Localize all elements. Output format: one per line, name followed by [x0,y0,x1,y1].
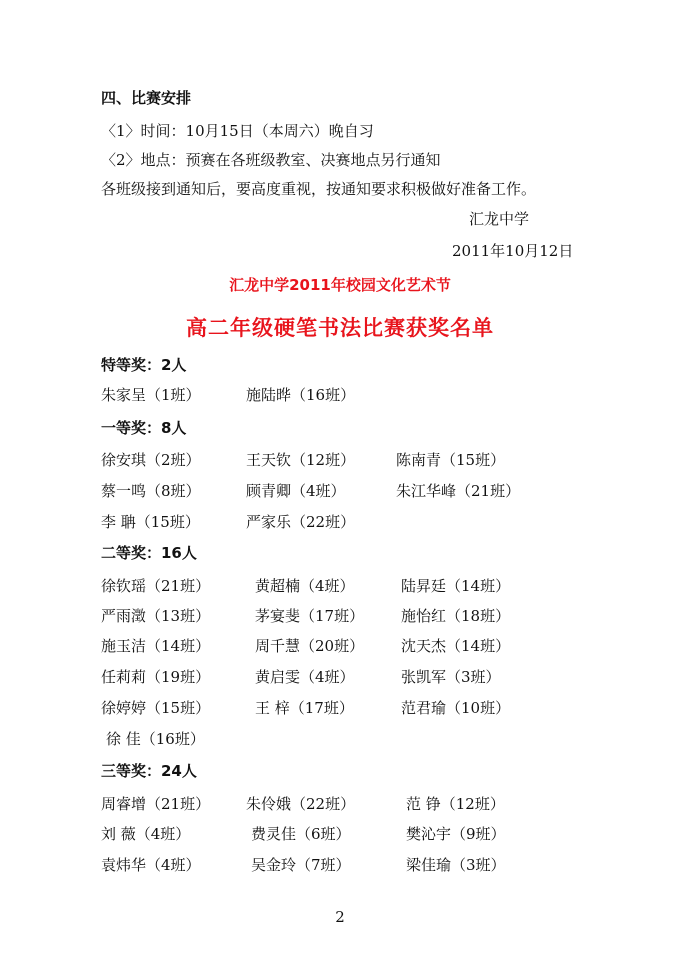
winner: 黄启雯（4班） [255,668,355,686]
winner: 徐婷婷（15班） [101,699,211,717]
winner: 沈天杰（14班） [401,637,511,655]
winner: 施陆晔（16班） [246,386,356,404]
list-title: 高二年级硬笔书法比赛获奖名单 [186,316,494,340]
winner: 吴金玲（7班） [251,856,351,874]
winner: 施怡红（18班） [401,607,511,625]
winner: 王 梓（17班） [255,699,354,717]
winner: 范君瑜（10班） [401,699,511,717]
arrangement-notice: 各班级接到通知后，要高度重视，按通知要求积极做好准备工作。 [101,180,537,198]
winner: 刘 薇（4班） [101,825,191,843]
winner: 朱家呈（1班） [101,386,201,404]
winner: 茅宴斐（17班） [255,607,365,625]
winner: 樊沁宇（9班） [406,825,506,843]
arrangement-heading: 四、比赛安排 [101,89,192,107]
winner: 范 铮（12班） [406,795,505,813]
winner: 费灵佳（6班） [251,825,351,843]
winner: 陆昇廷（14班） [401,577,511,595]
signature: 汇龙中学 [469,210,530,228]
first-award-label: 一等奖：8人 [101,419,187,437]
winner: 朱伶娥（22班） [246,795,356,813]
arrangement-place: 〈2〉地点：预赛在各班级教室、决赛地点另行通知 [101,151,441,169]
third-award-label: 三等奖：24人 [101,762,197,780]
winner: 袁炜华（4班） [101,856,201,874]
winner: 任莉莉（19班） [101,668,211,686]
winner: 严家乐（22班） [246,513,356,531]
date: 2011年10月12日 [452,242,574,260]
winner: 施玉洁（14班） [101,637,211,655]
arrangement-time: 〈1〉时间：10月15日（本周六）晚自习 [101,122,374,140]
winner: 黄超楠（4班） [255,577,355,595]
winner: 陈南青（15班） [396,451,506,469]
second-award-label: 二等奖：16人 [101,544,197,562]
winner: 张凯军（3班） [401,668,501,686]
winner: 徐 佳（16班） [106,730,205,748]
winner: 周千慧（20班） [255,637,365,655]
winner: 周睿增（21班） [101,795,211,813]
winner: 王天钦（12班） [246,451,356,469]
winner: 朱江华峰（21班） [396,482,521,500]
page-number: 2 [335,908,345,926]
winner: 梁佳瑜（3班） [406,856,506,874]
winner: 蔡一鸣（8班） [101,482,201,500]
winner: 徐安琪（2班） [101,451,201,469]
winner: 严雨澂（13班） [101,607,211,625]
winner: 李 聃（15班） [101,513,200,531]
winner: 顾青卿（4班） [246,482,346,500]
special-award-label: 特等奖：2人 [101,356,187,374]
winner: 徐钦瑶（21班） [101,577,211,595]
event-title: 汇龙中学2011年校园文化艺术节 [229,276,451,294]
